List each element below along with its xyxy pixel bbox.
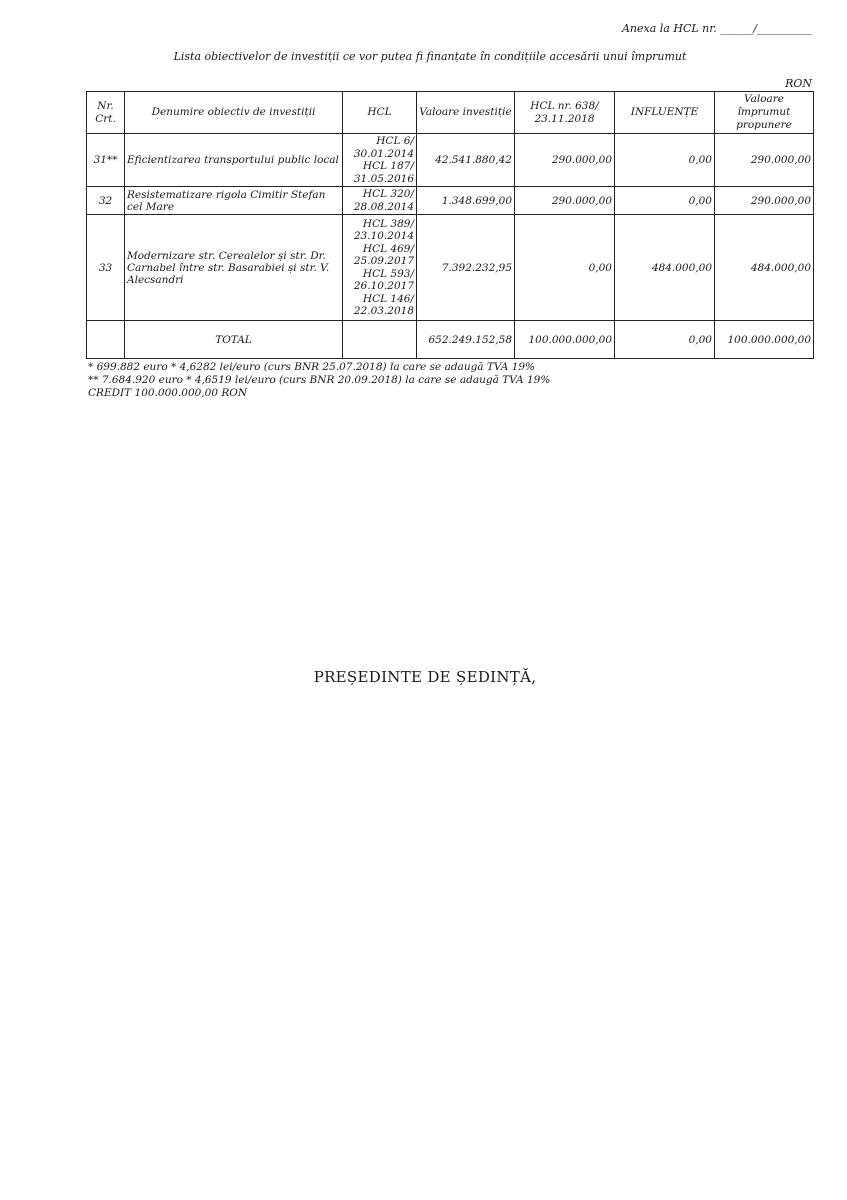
row-name: Resistematizare rigola Cimitir Stefan cel Mare	[125, 187, 343, 215]
hcl-line: HCL 187/	[362, 160, 414, 172]
signature-label: PREȘEDINTE DE ȘEDINȚĂ,	[313, 668, 537, 686]
column-header-imprumut: Valoare împrumut propunere	[715, 92, 814, 134]
hcl-line: HCL 389/	[362, 217, 414, 230]
row-imprumut: 290.000,00	[715, 134, 814, 187]
table-header-row	[87, 92, 814, 134]
total-valoare: 652.249.152,58	[417, 321, 515, 359]
footnote: CREDIT 100.000.000,00 RON	[88, 387, 248, 399]
table-row	[87, 215, 814, 321]
row-hcl638: 290.000,00	[515, 134, 615, 187]
table-total-row	[87, 321, 814, 359]
total-nr-cell	[87, 321, 125, 359]
row-nr: 33	[87, 215, 125, 321]
row-valoare: 1.348.699,00	[417, 187, 515, 215]
hcl-line: 23.10.2014	[353, 230, 414, 242]
annex-label: Anexa la HCL nr. ______/__________	[621, 22, 812, 35]
total-imprumut: 100.000.000,00	[715, 321, 814, 359]
row-hcl	[343, 134, 417, 187]
row-influente: 484.000,00	[615, 215, 715, 321]
row-valoare: 7.392.232,95	[417, 215, 515, 321]
row-name: Modernizare str. Cerealelor și str. Dr. Carnabel între str. Basarabiei și str. V. Alecsandri	[125, 215, 343, 321]
hcl-line: 28.08.2014	[353, 200, 414, 213]
row-hcl	[343, 187, 417, 215]
footnotes	[88, 361, 588, 400]
total-influente: 0,00	[615, 321, 715, 359]
row-hcl	[343, 215, 417, 321]
hcl-line: 31.05.2016	[353, 172, 414, 185]
footnote: * 699.882 euro * 4,6282 lei/euro (curs BNR 25.07.2018) la care se adaugă TVA 19%	[88, 361, 536, 373]
total-hcl638: 100.000.000,00	[515, 321, 615, 359]
row-influente: 0,00	[615, 187, 715, 215]
row-imprumut: 484.000,00	[715, 215, 814, 321]
column-header-hcl: HCL	[343, 92, 417, 134]
row-nr: 31**	[87, 134, 125, 187]
hcl-line: HCL 593/	[362, 267, 414, 280]
total-label: TOTAL	[125, 321, 343, 359]
table-row	[87, 134, 814, 187]
footnote: ** 7.684.920 euro * 4,6519 lei/euro (curs BNR 20.09.2018) la care se adaugă TVA 19%	[88, 374, 551, 386]
column-header-valoare: Valoare investiție	[417, 92, 515, 134]
row-valoare: 42.541.880,42	[417, 134, 515, 187]
hcl-line: 30.01.2014	[353, 147, 414, 160]
hcl-line: 26.10.2017	[353, 280, 414, 292]
row-hcl638: 0,00	[515, 215, 615, 321]
hcl-line: 22.03.2018	[353, 305, 414, 317]
row-nr: 32	[87, 187, 125, 215]
currency-label: RON	[785, 77, 812, 90]
total-hcl-cell	[343, 321, 417, 359]
hcl-line: 25.09.2017	[353, 255, 414, 267]
row-name: Eficientizarea transportului public local	[125, 134, 343, 187]
document-title: Lista obiectivelor de investiții ce vor putea fi finanțate în condițiile accesării unui împrumut	[173, 50, 687, 63]
row-hcl638: 290.000,00	[515, 187, 615, 215]
hcl-line: HCL 146/	[362, 292, 414, 305]
column-header-name: Denumire obiectiv de investiții	[125, 92, 343, 134]
table-row	[87, 187, 814, 215]
investment-table	[86, 91, 814, 359]
row-influente: 0,00	[615, 134, 715, 187]
hcl-line: HCL 469/	[362, 242, 414, 255]
column-header-hcl638: HCL nr. 638/ 23.11.2018	[515, 92, 615, 134]
hcl-line: HCL 6/	[376, 135, 414, 147]
row-imprumut: 290.000,00	[715, 187, 814, 215]
hcl-line: HCL 320/	[362, 188, 414, 200]
column-header-influente: INFLUENȚE	[615, 92, 715, 134]
column-header-nr: Nr. Crt.	[87, 92, 125, 134]
